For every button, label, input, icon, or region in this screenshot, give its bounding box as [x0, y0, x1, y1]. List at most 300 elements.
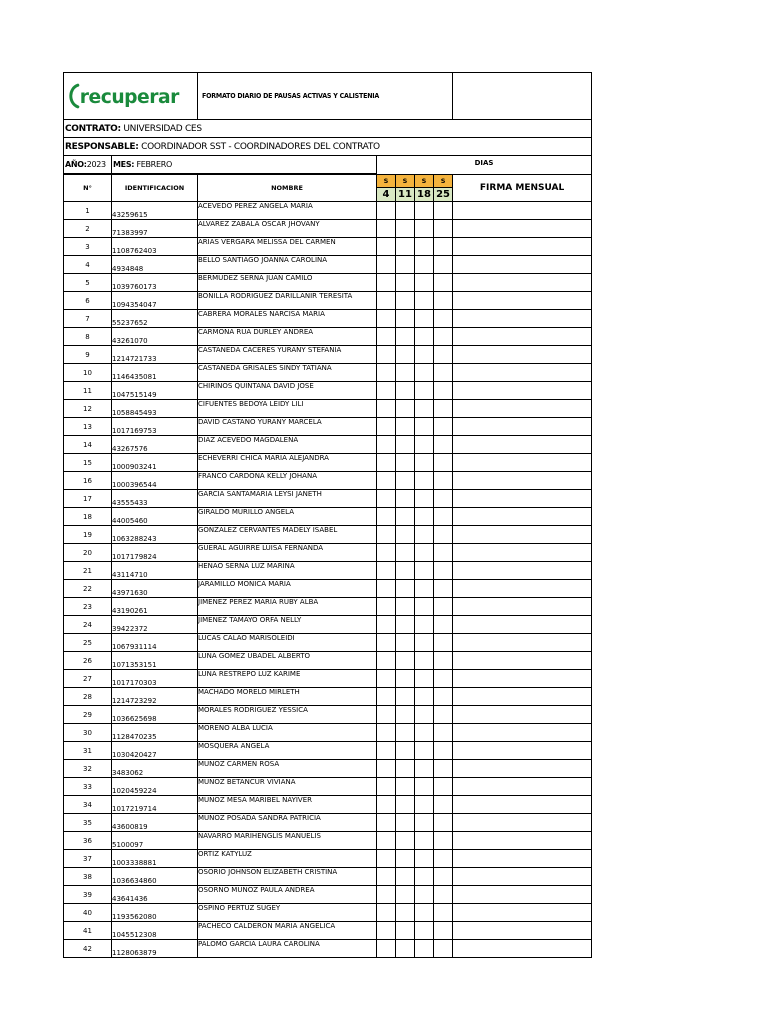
signature-cell[interactable]: [453, 652, 592, 670]
attendance-checkbox-cell[interactable]: [434, 418, 453, 436]
attendance-checkbox-cell[interactable]: [377, 742, 396, 760]
attendance-checkbox-cell[interactable]: [377, 256, 396, 274]
signature-cell[interactable]: [453, 814, 592, 832]
signature-cell[interactable]: [453, 832, 592, 850]
table-row: [64, 580, 592, 598]
row-identification: 1017169753: [112, 418, 198, 436]
attendance-checkbox-cell[interactable]: [377, 400, 396, 418]
attendance-checkbox-cell[interactable]: [396, 418, 415, 436]
month-label: MES:: [113, 160, 135, 169]
attendance-checkbox-cell[interactable]: [434, 292, 453, 310]
attendance-checkbox-cell[interactable]: [396, 364, 415, 382]
attendance-checkbox-cell[interactable]: [415, 724, 434, 742]
attendance-checkbox-cell[interactable]: [415, 544, 434, 562]
attendance-checkbox-cell[interactable]: [377, 202, 396, 220]
row-identification: 43641436: [112, 886, 198, 904]
row-identification: 1063288243: [112, 526, 198, 544]
row-number: 17: [64, 490, 112, 508]
row-number: 42: [64, 940, 112, 958]
attendance-checkbox-cell[interactable]: [415, 814, 434, 832]
table-row: [64, 868, 592, 886]
responsible-value: COORDINADOR SST - COORDINADORES DEL CONTRATO: [141, 141, 380, 152]
attendance-checkbox-cell[interactable]: [377, 346, 396, 364]
attendance-checkbox-cell[interactable]: [415, 940, 434, 958]
attendance-checkbox-cell[interactable]: [434, 904, 453, 922]
attendance-checkbox-cell[interactable]: [396, 868, 415, 886]
attendance-checkbox-cell[interactable]: [415, 490, 434, 508]
attendance-checkbox-cell[interactable]: [434, 760, 453, 778]
row-name: BERMUDEZ SERNA JUAN CAMILO: [198, 274, 377, 292]
signature-cell[interactable]: [453, 922, 592, 940]
attendance-checkbox-cell[interactable]: [434, 580, 453, 598]
contract-value: UNIVERSIDAD CES: [123, 123, 202, 134]
attendance-checkbox-cell[interactable]: [396, 274, 415, 292]
attendance-checkbox-cell[interactable]: [415, 652, 434, 670]
signature-cell[interactable]: [453, 886, 592, 904]
attendance-checkbox-cell[interactable]: [415, 454, 434, 472]
attendance-checkbox-cell[interactable]: [396, 202, 415, 220]
table-row: [64, 850, 592, 868]
attendance-checkbox-cell[interactable]: [434, 886, 453, 904]
attendance-checkbox-cell[interactable]: [434, 562, 453, 580]
attendance-checkbox-cell[interactable]: [396, 832, 415, 850]
row-name: ARIAS VERGARA MELISSA DEL CARMEN: [198, 238, 377, 256]
signature-cell[interactable]: [453, 760, 592, 778]
signature-cell[interactable]: [453, 382, 592, 400]
attendance-checkbox-cell[interactable]: [377, 310, 396, 328]
attendance-checkbox-cell[interactable]: [377, 616, 396, 634]
col-header-id: IDENTIFICACION: [112, 175, 198, 202]
attendance-checkbox-cell[interactable]: [396, 346, 415, 364]
attendance-checkbox-cell[interactable]: [396, 688, 415, 706]
row-identification: 5100097: [112, 832, 198, 850]
attendance-checkbox-cell[interactable]: [396, 940, 415, 958]
attendance-checkbox-cell[interactable]: [377, 364, 396, 382]
attendance-checkbox-cell[interactable]: [415, 922, 434, 940]
attendance-checkbox-cell[interactable]: [396, 706, 415, 724]
recuperar-logo-icon: [67, 81, 197, 111]
attendance-checkbox-cell[interactable]: [377, 652, 396, 670]
row-name: HENAO SERNA LUZ MARINA: [198, 562, 377, 580]
row-number: 19: [64, 526, 112, 544]
attendance-checkbox-cell[interactable]: [415, 220, 434, 238]
attendance-checkbox-cell[interactable]: [377, 274, 396, 292]
row-identification: 71383997: [112, 220, 198, 238]
attendance-checkbox-cell[interactable]: [377, 526, 396, 544]
signature-cell[interactable]: [453, 274, 592, 292]
signature-cell[interactable]: [453, 400, 592, 418]
attendance-checkbox-cell[interactable]: [415, 904, 434, 922]
signature-cell[interactable]: [453, 202, 592, 220]
signature-cell[interactable]: [453, 670, 592, 688]
attendance-checkbox-cell[interactable]: [434, 400, 453, 418]
signature-cell[interactable]: [453, 724, 592, 742]
attendance-checkbox-cell[interactable]: [396, 508, 415, 526]
table-row: [64, 904, 592, 922]
attendance-checkbox-cell[interactable]: [434, 436, 453, 454]
attendance-checkbox-cell[interactable]: [434, 868, 453, 886]
attendance-checkbox-cell[interactable]: [434, 670, 453, 688]
row-name: PACHECO CALDERON MARIA ANGELICA: [198, 922, 377, 940]
row-identification: 1058845493: [112, 400, 198, 418]
row-identification: 55237652: [112, 310, 198, 328]
row-number: 12: [64, 400, 112, 418]
attendance-checkbox-cell[interactable]: [434, 472, 453, 490]
row-name: LUNA GOMEZ UBADEL ALBERTO: [198, 652, 377, 670]
row-name: MOSQUERA ANGELA: [198, 742, 377, 760]
attendance-checkbox-cell[interactable]: [434, 688, 453, 706]
attendance-checkbox-cell[interactable]: [415, 292, 434, 310]
row-name: MORENO ALBA LUCIA: [198, 724, 377, 742]
attendance-checkbox-cell[interactable]: [396, 742, 415, 760]
attendance-checkbox-cell[interactable]: [396, 850, 415, 868]
row-name: MORALES RODRIGUEZ YESSICA: [198, 706, 377, 724]
row-identification: 1003338881: [112, 850, 198, 868]
row-name: JARAMILLO MONICA MARIA: [198, 580, 377, 598]
attendance-checkbox-cell[interactable]: [377, 796, 396, 814]
attendance-checkbox-cell[interactable]: [434, 778, 453, 796]
row-number: 36: [64, 832, 112, 850]
signature-cell[interactable]: [453, 940, 592, 958]
attendance-checkbox-cell[interactable]: [377, 940, 396, 958]
attendance-checkbox-cell[interactable]: [434, 814, 453, 832]
attendance-checkbox-cell[interactable]: [377, 382, 396, 400]
attendance-checkbox-cell[interactable]: [434, 220, 453, 238]
signature-cell[interactable]: [453, 526, 592, 544]
signature-cell[interactable]: [453, 904, 592, 922]
row-number: 8: [64, 328, 112, 346]
attendance-checkbox-cell[interactable]: [415, 508, 434, 526]
attendance-checkbox-cell[interactable]: [415, 850, 434, 868]
attendance-checkbox-cell[interactable]: [415, 346, 434, 364]
row-number: 16: [64, 472, 112, 490]
table-row: [64, 832, 592, 850]
row-name: CABRERA MORALES NARCISA MARIA: [198, 310, 377, 328]
table-row: [64, 706, 592, 724]
attendance-checkbox-cell[interactable]: [377, 544, 396, 562]
attendance-checkbox-cell[interactable]: [415, 616, 434, 634]
table-row: [64, 940, 592, 958]
table-row: [64, 292, 592, 310]
attendance-checkbox-cell[interactable]: [415, 778, 434, 796]
attendance-checkbox-cell[interactable]: [377, 832, 396, 850]
signature-cell[interactable]: [453, 418, 592, 436]
row-identification: 1094354047: [112, 292, 198, 310]
attendance-checkbox-cell[interactable]: [377, 814, 396, 832]
attendance-checkbox-cell[interactable]: [396, 490, 415, 508]
attendance-checkbox-cell[interactable]: [396, 760, 415, 778]
table-row: [64, 490, 592, 508]
attendance-checkbox-cell[interactable]: [434, 850, 453, 868]
attendance-checkbox-cell[interactable]: [396, 472, 415, 490]
attendance-checkbox-cell[interactable]: [377, 490, 396, 508]
attendance-checkbox-cell[interactable]: [377, 670, 396, 688]
attendance-checkbox-cell[interactable]: [396, 328, 415, 346]
row-identification: 43267576: [112, 436, 198, 454]
attendance-checkbox-cell[interactable]: [415, 472, 434, 490]
signature-cell[interactable]: [453, 328, 592, 346]
signature-cell[interactable]: [453, 580, 592, 598]
attendance-checkbox-cell[interactable]: [415, 580, 434, 598]
attendance-checkbox-cell[interactable]: [396, 634, 415, 652]
attendance-checkbox-cell[interactable]: [415, 796, 434, 814]
attendance-checkbox-cell[interactable]: [396, 922, 415, 940]
attendance-checkbox-cell[interactable]: [377, 778, 396, 796]
attendance-checkbox-cell[interactable]: [434, 742, 453, 760]
attendance-checkbox-cell[interactable]: [396, 724, 415, 742]
signature-cell[interactable]: [453, 220, 592, 238]
attendance-checkbox-cell[interactable]: [377, 922, 396, 940]
table-row: [64, 562, 592, 580]
attendance-checkbox-cell[interactable]: [434, 652, 453, 670]
table-row: [64, 202, 592, 220]
row-identification: 1039760173: [112, 274, 198, 292]
row-name: CHIRINOS QUINTANA DAVID JOSE: [198, 382, 377, 400]
row-name: DAVID CASTAÑO YURANY MARCELA: [198, 418, 377, 436]
attendance-checkbox-cell[interactable]: [377, 634, 396, 652]
row-number: 14: [64, 436, 112, 454]
attendance-checkbox-cell[interactable]: [396, 544, 415, 562]
attendance-checkbox-cell[interactable]: [415, 634, 434, 652]
attendance-checkbox-cell[interactable]: [415, 688, 434, 706]
row-identification: 1128063879: [112, 940, 198, 958]
attendance-checkbox-cell[interactable]: [415, 202, 434, 220]
attendance-checkbox-cell[interactable]: [415, 706, 434, 724]
attendance-checkbox-cell[interactable]: [377, 904, 396, 922]
signature-cell[interactable]: [453, 490, 592, 508]
attendance-checkbox-cell[interactable]: [396, 454, 415, 472]
attendance-checkbox-cell[interactable]: [377, 580, 396, 598]
attendance-checkbox-cell[interactable]: [434, 328, 453, 346]
row-name: GUERAL AGUIRRE LUISA FERNANDA: [198, 544, 377, 562]
row-identification: 1067931114: [112, 634, 198, 652]
signature-cell[interactable]: [453, 292, 592, 310]
row-name: ACEVEDO PEREZ ANGELA MARIA: [198, 202, 377, 220]
attendance-checkbox-cell[interactable]: [434, 796, 453, 814]
signature-cell[interactable]: [453, 544, 592, 562]
row-number: 32: [64, 760, 112, 778]
attendance-checkbox-cell[interactable]: [377, 868, 396, 886]
signature-cell[interactable]: [453, 364, 592, 382]
attendance-checkbox-cell[interactable]: [434, 310, 453, 328]
attendance-checkbox-cell[interactable]: [434, 274, 453, 292]
row-number: 4: [64, 256, 112, 274]
attendance-checkbox-cell[interactable]: [434, 526, 453, 544]
attendance-checkbox-cell[interactable]: [396, 580, 415, 598]
attendance-checkbox-cell[interactable]: [415, 670, 434, 688]
attendance-checkbox-cell[interactable]: [396, 400, 415, 418]
attendance-checkbox-cell[interactable]: [415, 526, 434, 544]
attendance-checkbox-cell[interactable]: [415, 238, 434, 256]
attendance-checkbox-cell[interactable]: [396, 796, 415, 814]
attendance-checkbox-cell[interactable]: [434, 634, 453, 652]
row-number: 18: [64, 508, 112, 526]
attendance-checkbox-cell[interactable]: [396, 238, 415, 256]
col-header-number: N°: [64, 175, 112, 202]
attendance-checkbox-cell[interactable]: [434, 922, 453, 940]
row-identification: 1045512308: [112, 922, 198, 940]
logo-cell: [64, 73, 198, 120]
row-number: 11: [64, 382, 112, 400]
attendance-checkbox-cell[interactable]: [434, 202, 453, 220]
day-number: 4: [377, 188, 396, 202]
attendance-checkbox-cell[interactable]: [377, 220, 396, 238]
col-header-name: NOMBRE: [198, 175, 377, 202]
table-row: [64, 760, 592, 778]
row-name: OSPINO PERTUZ SUGEY: [198, 904, 377, 922]
row-name: MUÑOZ POSADA SANDRA PATRICIA: [198, 814, 377, 832]
attendance-checkbox-cell[interactable]: [396, 310, 415, 328]
attendance-checkbox-cell[interactable]: [377, 292, 396, 310]
attendance-checkbox-cell[interactable]: [434, 940, 453, 958]
attendance-checkbox-cell[interactable]: [434, 256, 453, 274]
attendance-checkbox-cell[interactable]: [396, 670, 415, 688]
attendance-checkbox-cell[interactable]: [415, 742, 434, 760]
row-identification: 1108762403: [112, 238, 198, 256]
attendance-checkbox-cell[interactable]: [415, 400, 434, 418]
attendance-checkbox-cell[interactable]: [396, 616, 415, 634]
signature-cell[interactable]: [453, 742, 592, 760]
attendance-checkbox-cell[interactable]: [396, 814, 415, 832]
row-name: LUCAS CALAO MARISOLEIDI: [198, 634, 377, 652]
attendance-checkbox-cell[interactable]: [415, 418, 434, 436]
attendance-checkbox-cell[interactable]: [396, 562, 415, 580]
signature-cell[interactable]: [453, 796, 592, 814]
attendance-checkbox-cell[interactable]: [434, 508, 453, 526]
attendance-checkbox-cell[interactable]: [377, 472, 396, 490]
attendance-checkbox-cell[interactable]: [396, 598, 415, 616]
row-identification: 43261070: [112, 328, 198, 346]
signature-cell[interactable]: [453, 256, 592, 274]
attendance-checkbox-cell[interactable]: [377, 706, 396, 724]
row-identification: 1000903241: [112, 454, 198, 472]
attendance-checkbox-cell[interactable]: [415, 868, 434, 886]
table-row: [64, 670, 592, 688]
attendance-checkbox-cell[interactable]: [434, 616, 453, 634]
signature-cell[interactable]: [453, 310, 592, 328]
attendance-checkbox-cell[interactable]: [396, 904, 415, 922]
attendance-checkbox-cell[interactable]: [396, 886, 415, 904]
attendance-checkbox-cell[interactable]: [377, 328, 396, 346]
attendance-checkbox-cell[interactable]: [434, 706, 453, 724]
attendance-checkbox-cell[interactable]: [396, 220, 415, 238]
company-logo: [64, 73, 197, 119]
table-row: [64, 796, 592, 814]
attendance-checkbox-cell[interactable]: [434, 364, 453, 382]
attendance-checkbox-cell[interactable]: [434, 544, 453, 562]
attendance-checkbox-cell[interactable]: [415, 382, 434, 400]
attendance-checkbox-cell[interactable]: [415, 562, 434, 580]
table-row: [64, 328, 592, 346]
signature-cell[interactable]: [453, 472, 592, 490]
signature-cell[interactable]: [453, 634, 592, 652]
attendance-checkbox-cell[interactable]: [377, 724, 396, 742]
attendance-checkbox-cell[interactable]: [377, 562, 396, 580]
attendance-checkbox-cell[interactable]: [377, 238, 396, 256]
attendance-checkbox-cell[interactable]: [377, 508, 396, 526]
signature-cell[interactable]: [453, 436, 592, 454]
signature-cell[interactable]: [453, 868, 592, 886]
signature-cell[interactable]: [453, 688, 592, 706]
attendance-checkbox-cell[interactable]: [434, 454, 453, 472]
attendance-checkbox-cell[interactable]: [415, 598, 434, 616]
attendance-checkbox-cell[interactable]: [396, 526, 415, 544]
attendance-checkbox-cell[interactable]: [377, 688, 396, 706]
signature-cell[interactable]: [453, 706, 592, 724]
signature-cell[interactable]: [453, 454, 592, 472]
attendance-checkbox-cell[interactable]: [396, 652, 415, 670]
attendance-checkbox-cell[interactable]: [396, 436, 415, 454]
attendance-checkbox-cell[interactable]: [377, 454, 396, 472]
row-number: 26: [64, 652, 112, 670]
attendance-checkbox-cell[interactable]: [415, 436, 434, 454]
attendance-checkbox-cell[interactable]: [415, 832, 434, 850]
attendance-checkbox-cell[interactable]: [396, 382, 415, 400]
row-identification: 4934848: [112, 256, 198, 274]
row-name: BONILLA RODRIGUEZ DARILLANIR TERESITA: [198, 292, 377, 310]
attendance-checkbox-cell[interactable]: [377, 886, 396, 904]
attendance-checkbox-cell[interactable]: [377, 850, 396, 868]
attendance-checkbox-cell[interactable]: [396, 292, 415, 310]
attendance-checkbox-cell[interactable]: [434, 598, 453, 616]
attendance-checkbox-cell[interactable]: [377, 760, 396, 778]
signature-cell[interactable]: [453, 346, 592, 364]
attendance-checkbox-cell[interactable]: [415, 364, 434, 382]
signature-cell[interactable]: [453, 508, 592, 526]
attendance-checkbox-cell[interactable]: [377, 418, 396, 436]
row-number: 30: [64, 724, 112, 742]
row-number: 3: [64, 238, 112, 256]
row-name: ECHEVERRI CHICA MARIA ALEJANDRA: [198, 454, 377, 472]
attendance-checkbox-cell[interactable]: [415, 886, 434, 904]
attendance-checkbox-cell[interactable]: [434, 724, 453, 742]
attendance-checkbox-cell[interactable]: [415, 310, 434, 328]
attendance-checkbox-cell[interactable]: [434, 832, 453, 850]
attendance-checkbox-cell[interactable]: [377, 598, 396, 616]
row-number: 37: [64, 850, 112, 868]
table-row: [64, 382, 592, 400]
attendance-checkbox-cell[interactable]: [415, 256, 434, 274]
row-number: 27: [64, 670, 112, 688]
row-number: 2: [64, 220, 112, 238]
attendance-checkbox-cell[interactable]: [415, 274, 434, 292]
attendance-checkbox-cell[interactable]: [377, 436, 396, 454]
signature-cell[interactable]: [453, 598, 592, 616]
signature-cell[interactable]: [453, 616, 592, 634]
attendance-checkbox-cell[interactable]: [415, 328, 434, 346]
attendance-checkbox-cell[interactable]: [434, 346, 453, 364]
attendance-checkbox-cell[interactable]: [434, 490, 453, 508]
signature-cell[interactable]: [453, 562, 592, 580]
row-identification: 43259615: [112, 202, 198, 220]
table-row: [64, 364, 592, 382]
signature-cell[interactable]: [453, 778, 592, 796]
attendance-checkbox-cell[interactable]: [415, 760, 434, 778]
signature-cell[interactable]: [453, 850, 592, 868]
day-number: 25: [434, 188, 453, 202]
table-row: [64, 238, 592, 256]
row-identification: 1214721733: [112, 346, 198, 364]
month-value: FEBRERO: [136, 160, 172, 169]
row-number: 22: [64, 580, 112, 598]
signature-cell[interactable]: [453, 238, 592, 256]
row-number: 15: [64, 454, 112, 472]
attendance-checkbox-cell[interactable]: [396, 256, 415, 274]
row-name: CIFUENTES BEDOYA LEIDY LILI: [198, 400, 377, 418]
attendance-checkbox-cell[interactable]: [434, 238, 453, 256]
attendance-checkbox-cell[interactable]: [396, 778, 415, 796]
attendance-checkbox-cell[interactable]: [434, 382, 453, 400]
